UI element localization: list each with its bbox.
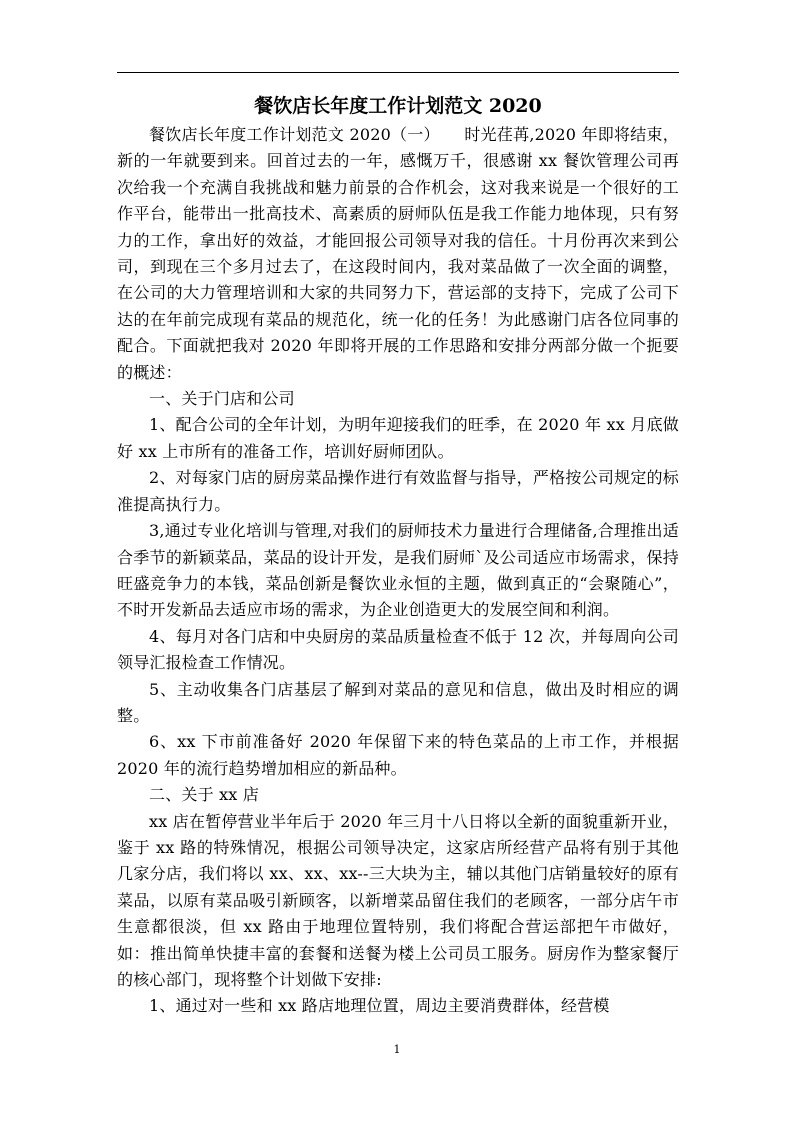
paragraph: 4、每月对各门店和中央厨房的菜品质量检查不低于 12 次，并每周向公司领导汇报检查工作情况。 [117, 626, 679, 673]
paragraph: 2、对每家门店的厨房菜品操作进行有效监督与指导，严格按公司规定的标准提高执行力。 [117, 468, 679, 514]
paragraph: 6、xx 下市前准备好 2020 年保留下来的特色菜品的上市工作，并根据 2020 年的流行趋势增加相应的新品种。 [117, 732, 679, 778]
section-heading: 一、关于门店和公司 [149, 389, 295, 409]
page-number: 1 [393, 1043, 401, 1056]
document-title: 餐饮店长年度工作计划范文 2020 [254, 95, 542, 117]
paragraph: 1、通过对一些和 xx 路店地理位置，周边主要消费群体，经营模 [149, 996, 610, 1016]
paragraph: xx 店在暂停营业半年后于 2020 年三月十八日将以全新的面貌重新开业，鉴于 xx 路的特殊情况，根据公司领导决定，这家店所经营产品将有别于其他几家分店，我们将以 xx、xx、xx--三大块为主，辅以其他门店销量较好的原有菜品，以原有菜品吸引新顾客，以新增菜品留住我们的老顾客，一部分店午市生意都很淡，但 xx 路由于地理位置特别，我们将配合营运部把午市做好，如：推出简单快捷丰富的套餐和送餐为楼上公司员工服务。厨房作为整家餐厅的核心部门，现将整个计划做下安排: [117, 811, 679, 989]
document-body [117, 122, 679, 1020]
paragraph: 3,通过专业化培训与管理,对我们的厨师技术力量进行合理储备,合理推出适合季节的新颖菜品，菜品的设计开发，是我们厨师`及公司适应市场需求，保持旺盛竞争力的本钱，菜品创新是餐饮业永恒的主题，做到真正的“会聚随心”，不时开发新品去适应市场的需求，为企业创造更大的发展空间和利润。 [117, 521, 679, 620]
paragraph: 餐饮店长年度工作计划范文 2020（一） 时光荏苒,2020 年即将结束，新的一年就要到来。回首过去的一年，感慨万千，很感谢 xx 餐饮管理公司再次给我一个充满自我挑战和魅力前景的合作机会，这对我来说是一个很好的工作平台，能带出一批高技术、高素质的厨师队伍是我工作能力地体现，只有努力的工作，拿出好的效益，才能回报公司领导对我的信任。十月份再次来到公司，到现在三个多月过去了，在这段时间内，我对菜品做了一次全面的调整，在公司的大力管理培训和大家的共同努力下，营运部的支持下，完成了公司下达的在年前完成现有菜品的规范化，统一化的任务！为此感谢门店各位同事的配合。下面就把我对 2020 年即将开展的工作思路和安排分两部分做一个扼要的概述： [117, 125, 679, 382]
header-rule [117, 72, 679, 73]
paragraph: 5、主动收集各门店基层了解到对菜品的意见和信息，做出及时相应的调整。 [117, 679, 679, 725]
paragraph: 1、配合公司的全年计划，为明年迎接我们的旺季，在 2020 年 xx 月底做好 xx 上市所有的准备工作，培训好厨师团队。 [117, 415, 679, 461]
section-heading: 二、关于 xx 店 [149, 785, 260, 805]
